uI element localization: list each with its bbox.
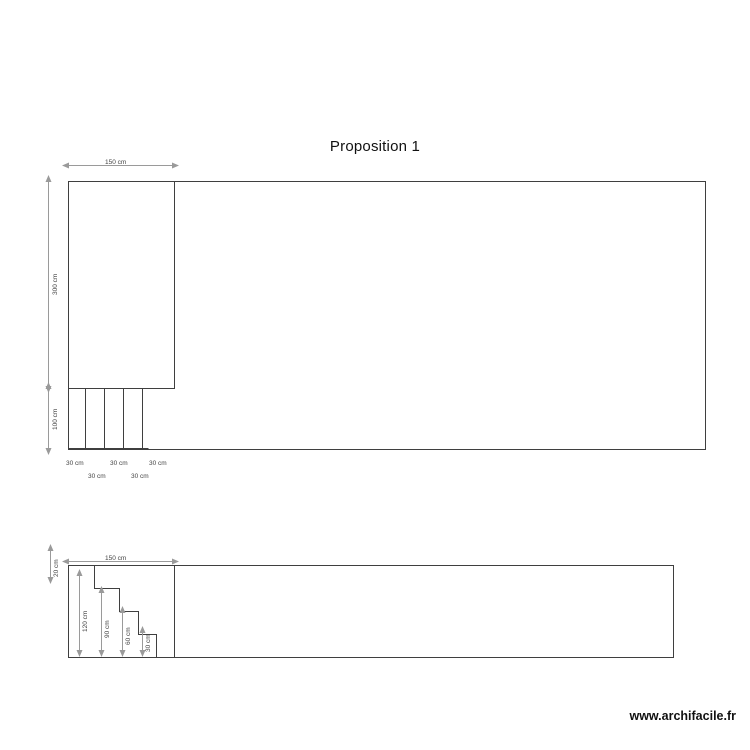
dim-label-plan-width-150: 150 cm [105,159,127,166]
dim-label-elevation-width-150: 150 cm [105,555,127,562]
dim-label-plan-step-4: 30 cm [131,473,149,480]
dim-label-elevation-30: 30 cm [145,634,152,652]
dim-label-plan-step-2: 30 cm [88,473,106,480]
elevation-outer-wall [69,566,674,658]
footer-watermark: www.archifacile.fr [629,709,736,723]
dim-label-elevation-20: 20 cm [53,559,60,577]
plan-room-block [69,182,175,389]
dim-label-elevation-120: 120 cm [82,610,89,632]
dim-label-plan-step-3: 30 cm [110,460,128,467]
plan-top-view [49,166,706,450]
dim-label-elevation-90: 90 cm [104,620,111,638]
dim-label-plan-step-1: 30 cm [66,460,84,467]
dim-label-plan-height-100: 100 cm [52,408,59,430]
dim-label-plan-height-300: 300 cm [52,273,59,295]
dim-label-elevation-60: 60 cm [125,627,132,645]
plan-outer-wall [69,182,706,450]
page-title: Proposition 1 [329,138,421,155]
dim-label-plan-step-5: 30 cm [149,460,167,467]
elevation-front-view [51,551,674,658]
